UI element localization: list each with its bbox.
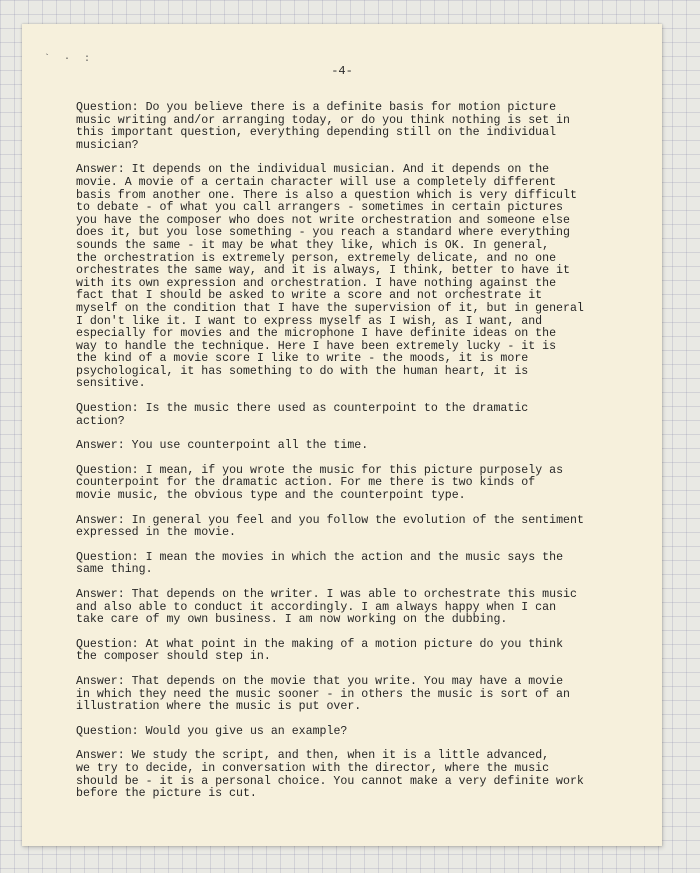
transcript-paragraph: Answer: You use counterpoint all the time. <box>76 439 369 453</box>
transcript-paragraph: Question: Do you believe there is a definite basis for motion picture music writing and/or arranging today, or do you think nothing is set in this important question, everything depending still on the individual musician? <box>76 101 570 152</box>
transcript-paragraph: Question: At what point in the making of a motion picture do you think the composer should step in. <box>76 637 564 664</box>
speaker-label: Question <box>76 101 132 114</box>
paragraph-text: Do you believe there is a definite basis for motion picture music writing and/or arranging today, or do you think nothing is set in this important question, everything depending still on the individual musician? <box>76 101 570 152</box>
speaker-label: Question <box>76 724 132 738</box>
transcript-paragraph: Answer: That depends on the movie that you write. You may have a movie in which they need the music sooner - in others the music is sort of an illustration where the music is put over. <box>76 674 570 714</box>
paragraph-text: That depends on the movie that you write. You may have a movie in which they need the music sooner - in others the music is sort of an illustration where the music is put over. <box>76 674 570 714</box>
speaker-label: Answer <box>76 163 118 177</box>
transcript-paragraph: Question: Is the music there used as counterpoint to the dramatic action? <box>76 402 529 428</box>
paragraph-text: You use counterpoint all the time. <box>131 439 369 453</box>
paragraph-text: It depends on the individual musician. And it depends on the movie. A movie of a certain character will use a completely different basis from another one. There is also a question which is very difficult to debate - of what you call arrangers - sometimes in certain pictures you have the composer who does not write orchestration and someone else does it, but you lose something - you reach a standard where everything sounds the same - it may be what they like, which is OK. In general, the orchestration is extremely person, extremely delicate, and no one orchestrates the same way, and it is always, I think, better to have it with its own expression and orchestration. I have nothing against the fact that I should be asked to write a score and not orchestrate it myself on the condition that I have the supervision of it, but in general I don't like it. I want to express myself as I wish, as I want, and especially for movies and the microphone I have definite ideas on the way to handle the technique. Here I have been extremely lucky - it is the kind of a movie score I like to write - the moods, it is more psychological, it has something to do with the human heart, it is sensitive. <box>76 163 584 391</box>
speaker-label: Question <box>76 637 132 651</box>
paragraph-text: Would you give us an example? <box>145 724 348 738</box>
transcript-paragraph: Question: I mean, if you wrote the music for this picture purposely as counterpoint for the dramatic action. For me there is two kinds of movie music, the obvious type and the counterpoint type. <box>76 463 564 503</box>
paragraph-text: That depends on the writer. I was able to orchestrate this music and also able to conduct it accordingly. I am always happy when I can take care of my own business. I am now working on the dubbing. <box>76 588 577 627</box>
speaker-label: Question <box>76 463 132 477</box>
speaker-label: Question <box>76 402 132 416</box>
page-number: -4- <box>331 64 353 78</box>
speaker-label: Answer <box>76 749 118 763</box>
interview-transcript <box>76 102 646 813</box>
paragraph-text: Is the music there used as counterpoint to the dramatic action? <box>76 402 529 428</box>
transcript-paragraph: Question: I mean the movies in which the action and the music says the same thing. <box>76 550 564 577</box>
paragraph-text: I mean, if you wrote the music for this picture purposely as counterpoint for the dramatic action. For me there is two kinds of movie music, the obvious type and the counterpoint type. <box>76 463 564 503</box>
paragraph-text: I mean the movies in which the action and the music says the same thing. <box>76 550 564 577</box>
speaker-label: Answer <box>76 674 118 688</box>
paragraph-text: We study the script, and then, when it is a little advanced, we try to decide, in conversation with the director, where the music should be - it is a personal choice. You cannot make a very definite work before the picture is cut. <box>76 749 584 801</box>
transcript-paragraph: Answer: We study the script, and then, when it is a little advanced, we try to decide, in conversation with the director, where the music should be - it is a personal choice. You cannot make a very definite work before the picture is cut. <box>76 749 584 801</box>
speaker-label: Answer <box>76 439 118 453</box>
transcript-paragraph: Answer: It depends on the individual musician. And it depends on the movie. A movie of a certain character will use a completely different basis from another one. There is also a question which is very difficult to debate - of what you call arrangers - sometimes in certain pictures you have the composer who does not write orchestration and someone else does it, but you lose something - you reach a standard where everything sounds the same - it may be what they like, which is OK. In general, the orchestration is extremely person, extremely delicate, and no one orchestrates the same way, and it is always, I think, better to have it with its own expression and orchestration. I have nothing against the fact that I should be asked to write a score and not orchestrate it myself on the condition that I have the supervision of it, but in general I don't like it. I want to express myself as I wish, as I want, and especially for movies and the microphone I have definite ideas on the way to handle the technique. Here I have been extremely lucky - it is the kind of a movie score I like to write - the moods, it is more psychological, it has something to do with the human heart, it is sensitive. <box>76 163 584 391</box>
speaker-label: Answer <box>76 588 118 601</box>
transcript-paragraph: Answer: In general you feel and you follow the evolution of the sentiment expressed in the movie. <box>76 513 584 540</box>
paragraph-text: At what point in the making of a motion picture do you think the composer should step in. <box>76 637 564 664</box>
typed-page <box>22 24 662 846</box>
paragraph-text: In general you feel and you follow the evolution of the sentiment expressed in the movie. <box>76 513 584 540</box>
transcript-paragraph: Question: Would you give us an example? <box>76 724 348 738</box>
speaker-label: Question <box>76 550 132 564</box>
transcript-paragraph: Answer: That depends on the writer. I was able to orchestrate this music and also able to conduct it accordingly. I am always happy when I can take care of my own business. I am now working on the dubbing. <box>76 588 577 627</box>
margin-marks: ` · : <box>44 54 95 65</box>
speaker-label: Answer <box>76 513 118 527</box>
